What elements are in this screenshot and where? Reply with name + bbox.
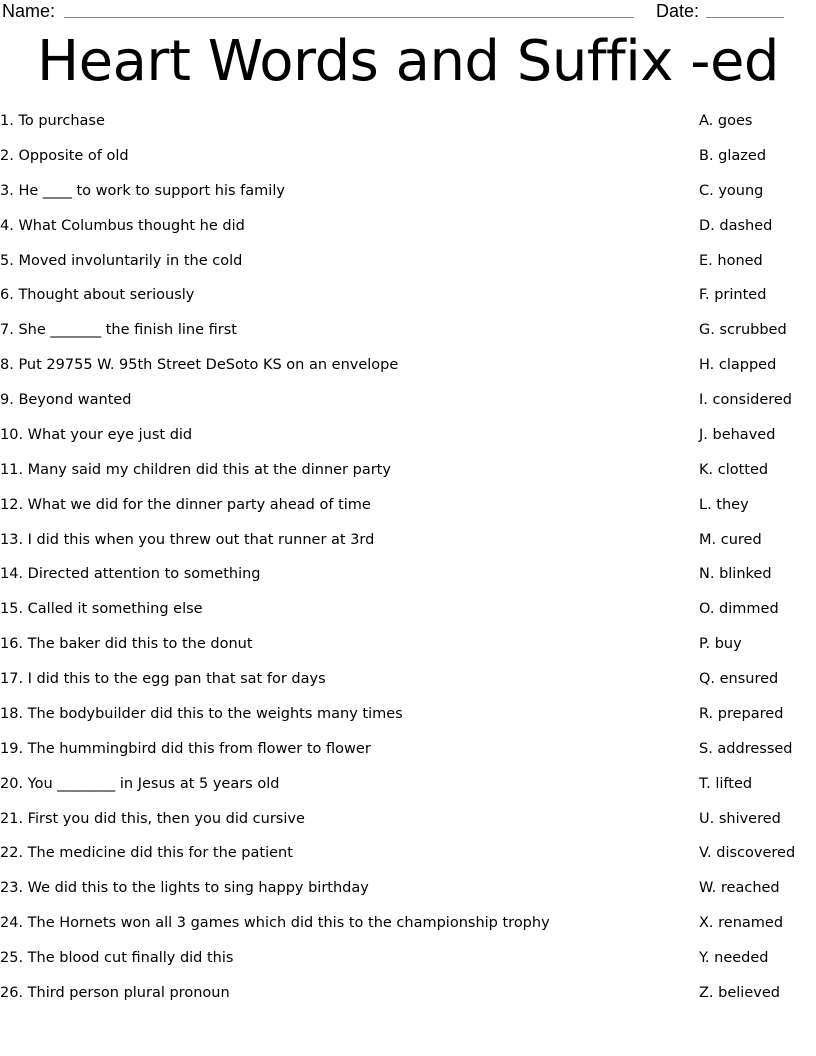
- answer-item: U. shivered: [699, 810, 781, 827]
- question-item: 16. The baker did this to the donut: [0, 636, 253, 653]
- question-item: 22. The medicine did this for the patient: [0, 845, 293, 862]
- question-item: 25. The blood cut finally did this: [0, 950, 234, 967]
- answer-item: P. buy: [699, 636, 742, 653]
- answer-item: T. lifted: [699, 775, 753, 792]
- answer-item: G. scrubbed: [699, 322, 787, 339]
- question-item: 14. Directed attention to something: [0, 566, 261, 583]
- date-field[interactable]: [656, 0, 784, 22]
- question-item: 10. What your eye just did: [0, 426, 193, 443]
- name-label: Name:: [2, 1, 56, 21]
- question-item: 3. He ____ to work to support his family: [0, 182, 285, 199]
- question-item: 21. First you did this, then you did cursive: [0, 810, 305, 827]
- date-line[interactable]: [706, 0, 784, 18]
- answer-item: K. clotted: [699, 461, 769, 478]
- question-item: 26. Third person plural pronoun: [0, 985, 230, 1001]
- question-item: 13. I did this when you threw out that runner at 3rd: [0, 531, 375, 548]
- question-item: 6. Thought about seriously: [0, 287, 195, 304]
- answer-item: B. glazed: [699, 147, 767, 164]
- name-line[interactable]: [64, 0, 634, 18]
- question-item: 11. Many said my children did this at the dinner party: [0, 461, 391, 478]
- answer-item: O. dimmed: [699, 601, 779, 618]
- question-item: 5. Moved involuntarily in the cold: [0, 252, 243, 269]
- question-item: 19. The hummingbird did this from flower to flower: [0, 740, 371, 757]
- answer-item: L. they: [699, 496, 749, 513]
- answer-item: I. considered: [699, 392, 793, 409]
- answer-item: D. dashed: [699, 217, 773, 234]
- page-title: Heart Words and Suffix -ed: [37, 29, 779, 94]
- answer-item: A. goes: [699, 113, 753, 129]
- answer-item: W. reached: [699, 880, 780, 897]
- answer-item: V. discovered: [699, 845, 796, 862]
- answer-item: Q. ensured: [699, 671, 779, 688]
- question-item: 15. Called it something else: [0, 601, 203, 618]
- question-item: 7. She _______ the finish line first: [0, 322, 237, 339]
- date-label: Date:: [656, 1, 700, 21]
- answer-item: N. blinked: [699, 566, 772, 583]
- answer-item: H. clapped: [699, 357, 777, 374]
- answer-item: X. renamed: [699, 915, 784, 932]
- answer-item: Y. needed: [699, 950, 769, 967]
- name-field[interactable]: [2, 0, 634, 22]
- answer-item: E. honed: [699, 252, 763, 269]
- question-item: 2. Opposite of old: [0, 147, 129, 164]
- question-item: 12. What we did for the dinner party ahead of time: [0, 496, 371, 513]
- answer-item: C. young: [699, 182, 764, 199]
- answer-item: M. cured: [699, 531, 762, 548]
- question-item: 8. Put 29755 W. 95th Street DeSoto KS on an envelope: [0, 357, 399, 374]
- question-item: 23. We did this to the lights to sing happy birthday: [0, 880, 369, 897]
- answer-item: F. printed: [699, 287, 767, 304]
- answer-item: J. behaved: [699, 426, 776, 443]
- answer-item: R. prepared: [699, 705, 784, 722]
- question-item: 1. To purchase: [0, 113, 105, 129]
- question-item: 20. You ________ in Jesus at 5 years old: [0, 775, 280, 792]
- question-item: 18. The bodybuilder did this to the weights many times: [0, 705, 403, 722]
- answer-item: Z. believed: [699, 985, 780, 1001]
- answer-item: S. addressed: [699, 740, 793, 757]
- question-item: 24. The Hornets won all 3 games which did this to the championship trophy: [0, 915, 550, 932]
- question-item: 4. What Columbus thought he did: [0, 217, 245, 234]
- question-item: 17. I did this to the egg pan that sat for days: [0, 671, 326, 688]
- question-item: 9. Beyond wanted: [0, 392, 132, 409]
